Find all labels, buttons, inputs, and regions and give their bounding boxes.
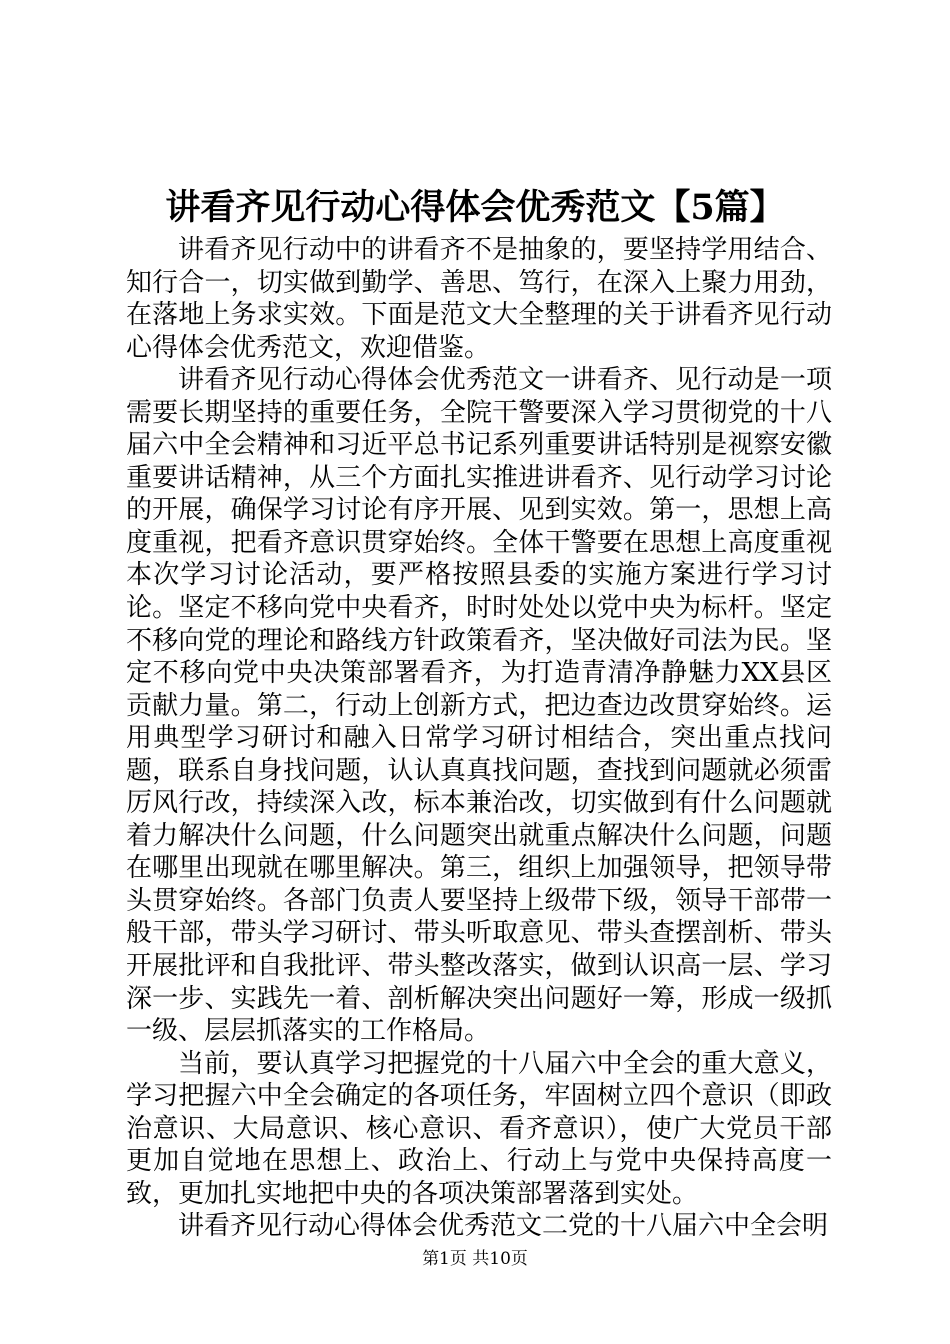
document-body [126, 234, 832, 1243]
paragraph-sample-one: 讲看齐见行动心得体会优秀范文一讲看齐、见行动是一项需要长期坚持的重要任务，全院干警要深入学习贯彻党的十八届六中全会精神和习近平总书记系列重要讲话特别是视察安徽重要讲话精神，从三个方面扎实推进讲看齐、见行动学习讨论的开展，确保学习讨论有序开展、见到实效。第一，思想上高度重视，把看齐意识贯穿始终。全体干警要在思想上高度重视本次学习讨论活动，要严格按照县委的实施方案进行学习讨论。坚定不移向党中央看齐，时时处处以党中央为标杆。坚定不移向党的理论和路线方针政策看齐，坚决做好司法为民。坚定不移向党中央决策部署看齐，为打造青清净静魅力XX县区贡献力量。第二，行动上创新方式，把边查边改贯穿始终。运用典型学习研讨和融入日常学习研讨相结合，突出重点找问题，联系自身找问题，认认真真找问题，查找到问题就必须雷厉风行改，持续深入改，标本兼治改，切实做到有什么问题就着力解决什么问题，什么问题突出就重点解决什么问题，问题在哪里出现就在哪里解决。第三，组织上加强领导，把领导带头贯穿始终。各部门负责人要坚持上级带下级，领导干部带一般干部，带头学习研讨、带头听取意见、带头查摆剖析、带头开展批评和自我批评、带头整改落实，做到认识高一层、学习深一步、实践先一着、剖析解决突出问题好一筹，形成一级抓一级、层层抓落实的工作格局。 [126, 365, 832, 1047]
paragraph-current: 当前，要认真学习把握党的十八届六中全会的重大意义，学习把握六中全会确定的各项任务，牢固树立四个意识（即政治意识、大局意识、核心意识、看齐意识），使广大党员干部更加自觉地在思想上、政治上、行动上与党中央保持高度一致，更加扎实地把中央的各项决策部署落到实处。 [126, 1048, 832, 1209]
page-number-footer: 第1页 共10页 [422, 1249, 528, 1269]
paragraph-sample-two: 讲看齐见行动心得体会优秀范文二党的十八届六中全会明 [178, 1211, 829, 1242]
paragraph-intro: 讲看齐见行动中的讲看齐不是抽象的，要坚持学用结合、知行合一，切实做到勤学、善思、笃行，在深入上聚力用劲，在落地上务求实效。下面是范文大全整理的关于讲看齐见行动心得体会优秀范文，欢迎借鉴。 [126, 235, 832, 363]
document-title: 讲看齐见行动心得体会优秀范文【5篇】 [165, 187, 785, 228]
